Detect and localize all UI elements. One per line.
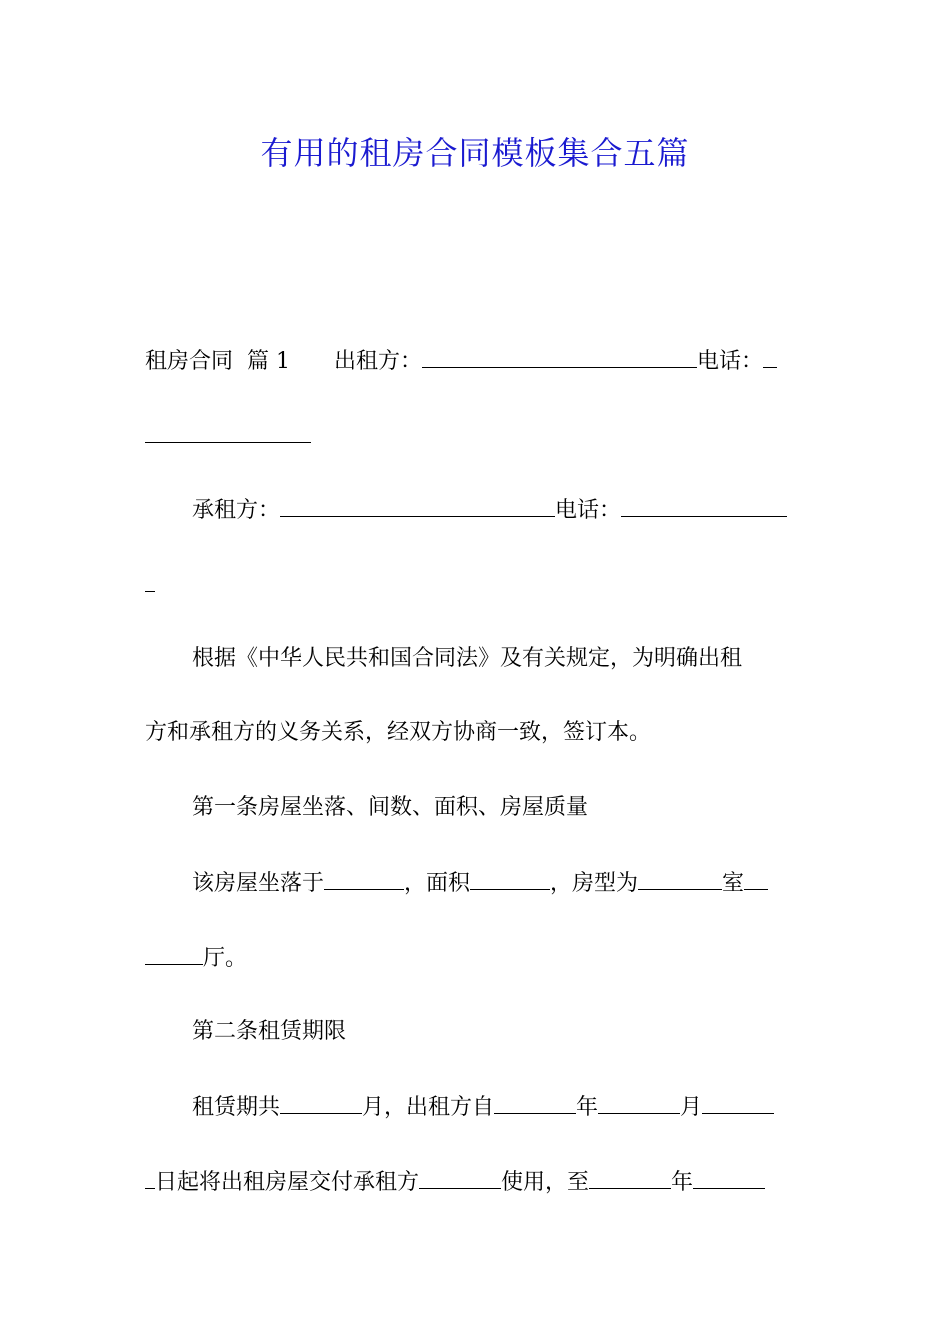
end-year-label: 年 [671,1170,694,1195]
property-layout-continuation [145,942,810,974]
start-month-blank [598,1091,680,1114]
article-2-heading: 第二条租赁期限 [192,1019,347,1044]
lessee-label: 承租方： [192,498,281,523]
lessor-blank [422,345,697,368]
lease-term-line [192,1091,810,1123]
start-day-blank-2 [145,1166,155,1189]
halls-blank-2 [145,942,203,965]
rooms-label: 室 [722,871,745,896]
lessor-phone-continuation [145,420,810,452]
term-months-blank [280,1091,362,1114]
halls-blank [744,867,768,890]
lessee-phone-blank [621,494,787,517]
usage-blank [419,1166,501,1189]
lessor-phone-blank-2 [145,420,311,443]
lease-term-continuation [145,1166,810,1198]
preamble-line-2: 方和承租方的义务关系，经双方协商一致，签订本。 [145,720,652,745]
term-label: 租赁期共 [192,1095,281,1120]
start-label: 月，出租方自 [362,1095,495,1120]
start-year-label: 年 [576,1095,599,1120]
area-blank [470,867,550,890]
contract-part: 篇 1 [247,349,291,374]
property-location-line [192,867,810,899]
lessor-phone-blank [763,345,777,368]
end-year-blank [589,1166,671,1189]
lessee-phone-blank-2 [145,569,155,592]
contract-heading: 租房合同 [145,349,234,374]
lessee-phone-continuation [145,569,810,601]
rooms-blank [638,867,722,890]
location-blank [324,867,404,890]
document-title: 有用的租房合同模板集合五篇 [260,134,690,172]
preamble-line-1: 根据《中华人民共和国合同法》及有关规定，为明确出租 [192,646,743,671]
lessor-phone-label: 电话： [697,349,764,374]
halls-label: 厅。 [203,946,248,971]
article-1-heading: 第一条房屋坐落、间数、面积、房屋质量 [192,795,589,820]
area-label: ，面积 [404,871,471,896]
handover-label: 日起将出租房屋交付承租方 [155,1170,420,1195]
lessee-phone-label: 电话： [555,498,622,523]
location-label: 该房屋坐落于 [192,871,325,896]
start-month-label: 月 [680,1095,703,1120]
layout-label: ，房型为 [550,871,639,896]
lessor-label: 出租方： [334,349,423,374]
lessee-line [192,494,810,526]
start-year-blank [494,1091,576,1114]
start-day-blank [702,1091,774,1114]
lessee-blank [280,494,555,517]
contract-header-line [145,345,810,377]
end-label: 使用，至 [501,1170,590,1195]
end-month-blank [693,1166,765,1189]
